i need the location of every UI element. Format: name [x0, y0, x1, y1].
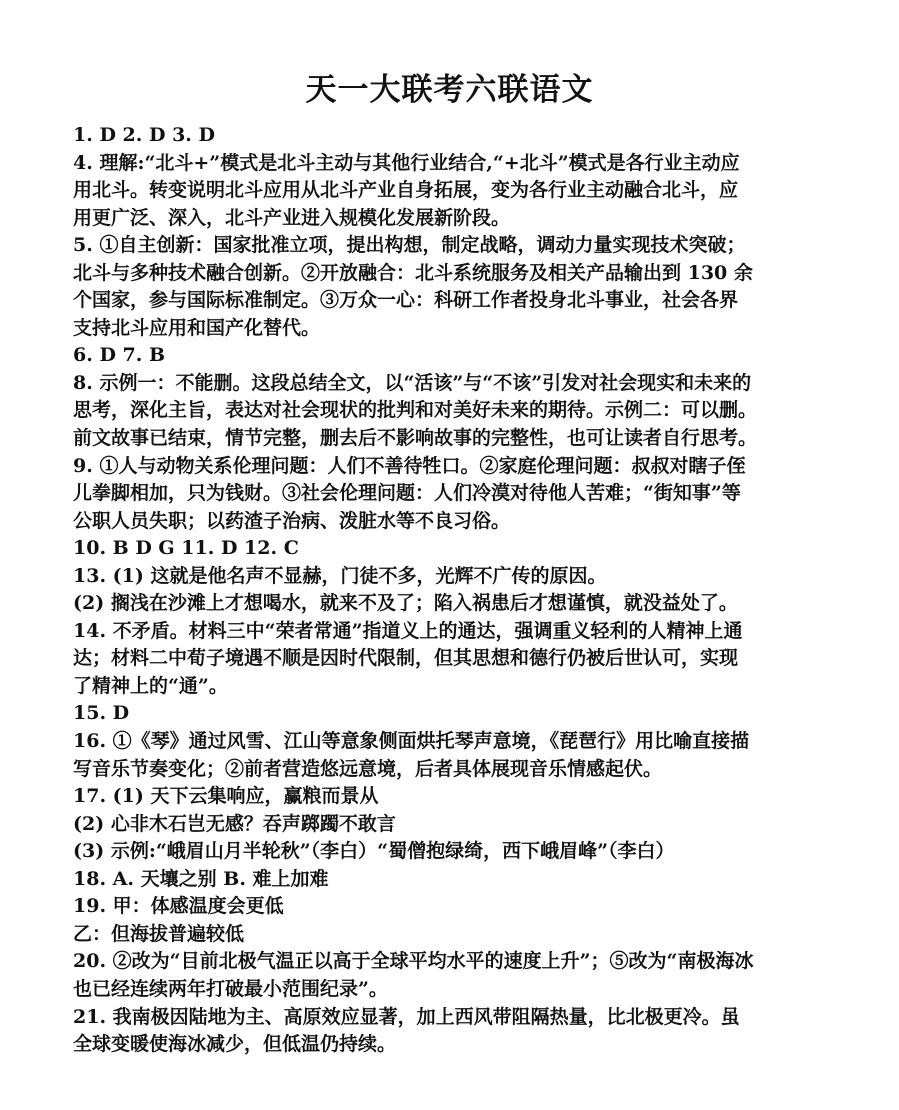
text-line: 18. A. 天壤之别 B. 难上加难	[73, 867, 329, 890]
text-line: 8. 示例一：不能删。这段总结全文，以“活该”与“不该”引发对社会现实和未来的	[73, 371, 752, 394]
text-line: 达；材料二中荀子境遇不顺是因时代限制，但其思想和德行仍被后世认可，实现	[73, 647, 739, 670]
text-line: 儿拳脚相加，只为钱财。③社会伦理问题：人们冷漠对待他人苦难；“街知事”等	[73, 482, 741, 505]
text-line: 用更广泛、深入，北斗产业进入规模化发展新阶段。	[73, 206, 511, 229]
text-line: 13. (1) 这就是他名声不显赫，门徒不多，光辉不广传的原因。	[73, 564, 607, 587]
text-line: 1. D 2. D 3. D	[73, 124, 216, 146]
text-line: 14. 不矛盾。材料三中“荣者常通”指道义上的通达，强调重义轻利的人精神上通	[73, 619, 743, 642]
text-line: 10. B D G 11. D 12. C	[73, 537, 299, 560]
text-line: 20. ②改为“目前北极气温正以高于全球平均水平的速度上升”；⑤改为“南极海冰	[73, 950, 754, 973]
answer-text-body	[73, 122, 873, 1059]
text-line: 了精神上的“通”。	[73, 674, 228, 697]
text-line: 16. ①《琴》通过风雪、江山等意象侧面烘托琴声意境，《琵琶行》用比喻直接描	[73, 730, 750, 753]
text-line: 思考，深化主旨，表达对社会现状的批判和对美好未来的期待。示例二：可以删。	[73, 399, 758, 422]
text-line: 公职人员失职；以药渣子治病、泼脏水等不良习俗。	[73, 509, 511, 532]
text-line: 前文故事已结束，情节完整，删去后不影响故事的完整性，也可让读者自行思考。	[73, 427, 758, 450]
text-line: 乙：但海拔普遍较低	[73, 922, 245, 945]
text-line: 4. 理解:“北斗+”模式是北斗主动与其他行业结合,“+北斗”模式是各行业主动应	[73, 151, 740, 174]
text-line: 北斗与多种技术融合创新。②开放融合：北斗系统服务及相关产品输出到 130 余	[73, 261, 753, 284]
text-line: 17. (1) 天下云集响应，赢粮而景从	[73, 785, 379, 808]
text-line: 15. D	[73, 702, 130, 725]
text-line: 支持北斗应用和国产化替代。	[73, 316, 321, 339]
text-line: 用北斗。转变说明北斗应用从北斗产业自身拓展，变为各行业主动融合北斗，应	[73, 179, 739, 202]
text-line: 19. 甲：体感温度会更低	[73, 895, 284, 918]
text-line: 写音乐节奏变化；②前者营造悠远意境，后者具体展现音乐情感起伏。	[73, 757, 663, 780]
text-line: (3) 示例:“峨眉山月半轮秋”（李白）“蜀僧抱绿绮，西下峨眉峰”（李白）	[73, 840, 675, 863]
text-line: 6. D 7. B	[73, 344, 166, 367]
text-line: 5. ①自主创新：国家批准立项，提出构想，制定战略，调动力量实现技术突破；	[73, 234, 746, 257]
page-title: 天一大联考六联语文	[305, 72, 594, 108]
text-line: 也已经连续两年打破最小范围纪录”。	[73, 977, 388, 1000]
text-line: 9. ①人与动物关系伦理问题：人们不善待牲口。②家庭伦理问题：叔叔对瞎子侄	[73, 454, 746, 477]
text-line: (2) 心非木石岂无感？吞声踯躅不敢言	[73, 812, 396, 835]
text-line: 个国家，参与国际标准制定。③万众一心：科研工作者投身北斗事业，社会各界	[73, 289, 739, 312]
text-line: (2) 搁浅在沙滩上才想喝水，就来不及了；陷入祸患后才想谨慎，就没益处了。	[73, 592, 738, 615]
text-line: 21. 我南极因陆地为主、高原效应显著，加上西风带阻隔热量，比北极更冷。虽	[73, 1005, 740, 1028]
text-line: 全球变暖使海冰减少，但低温仍持续。	[73, 1033, 397, 1056]
